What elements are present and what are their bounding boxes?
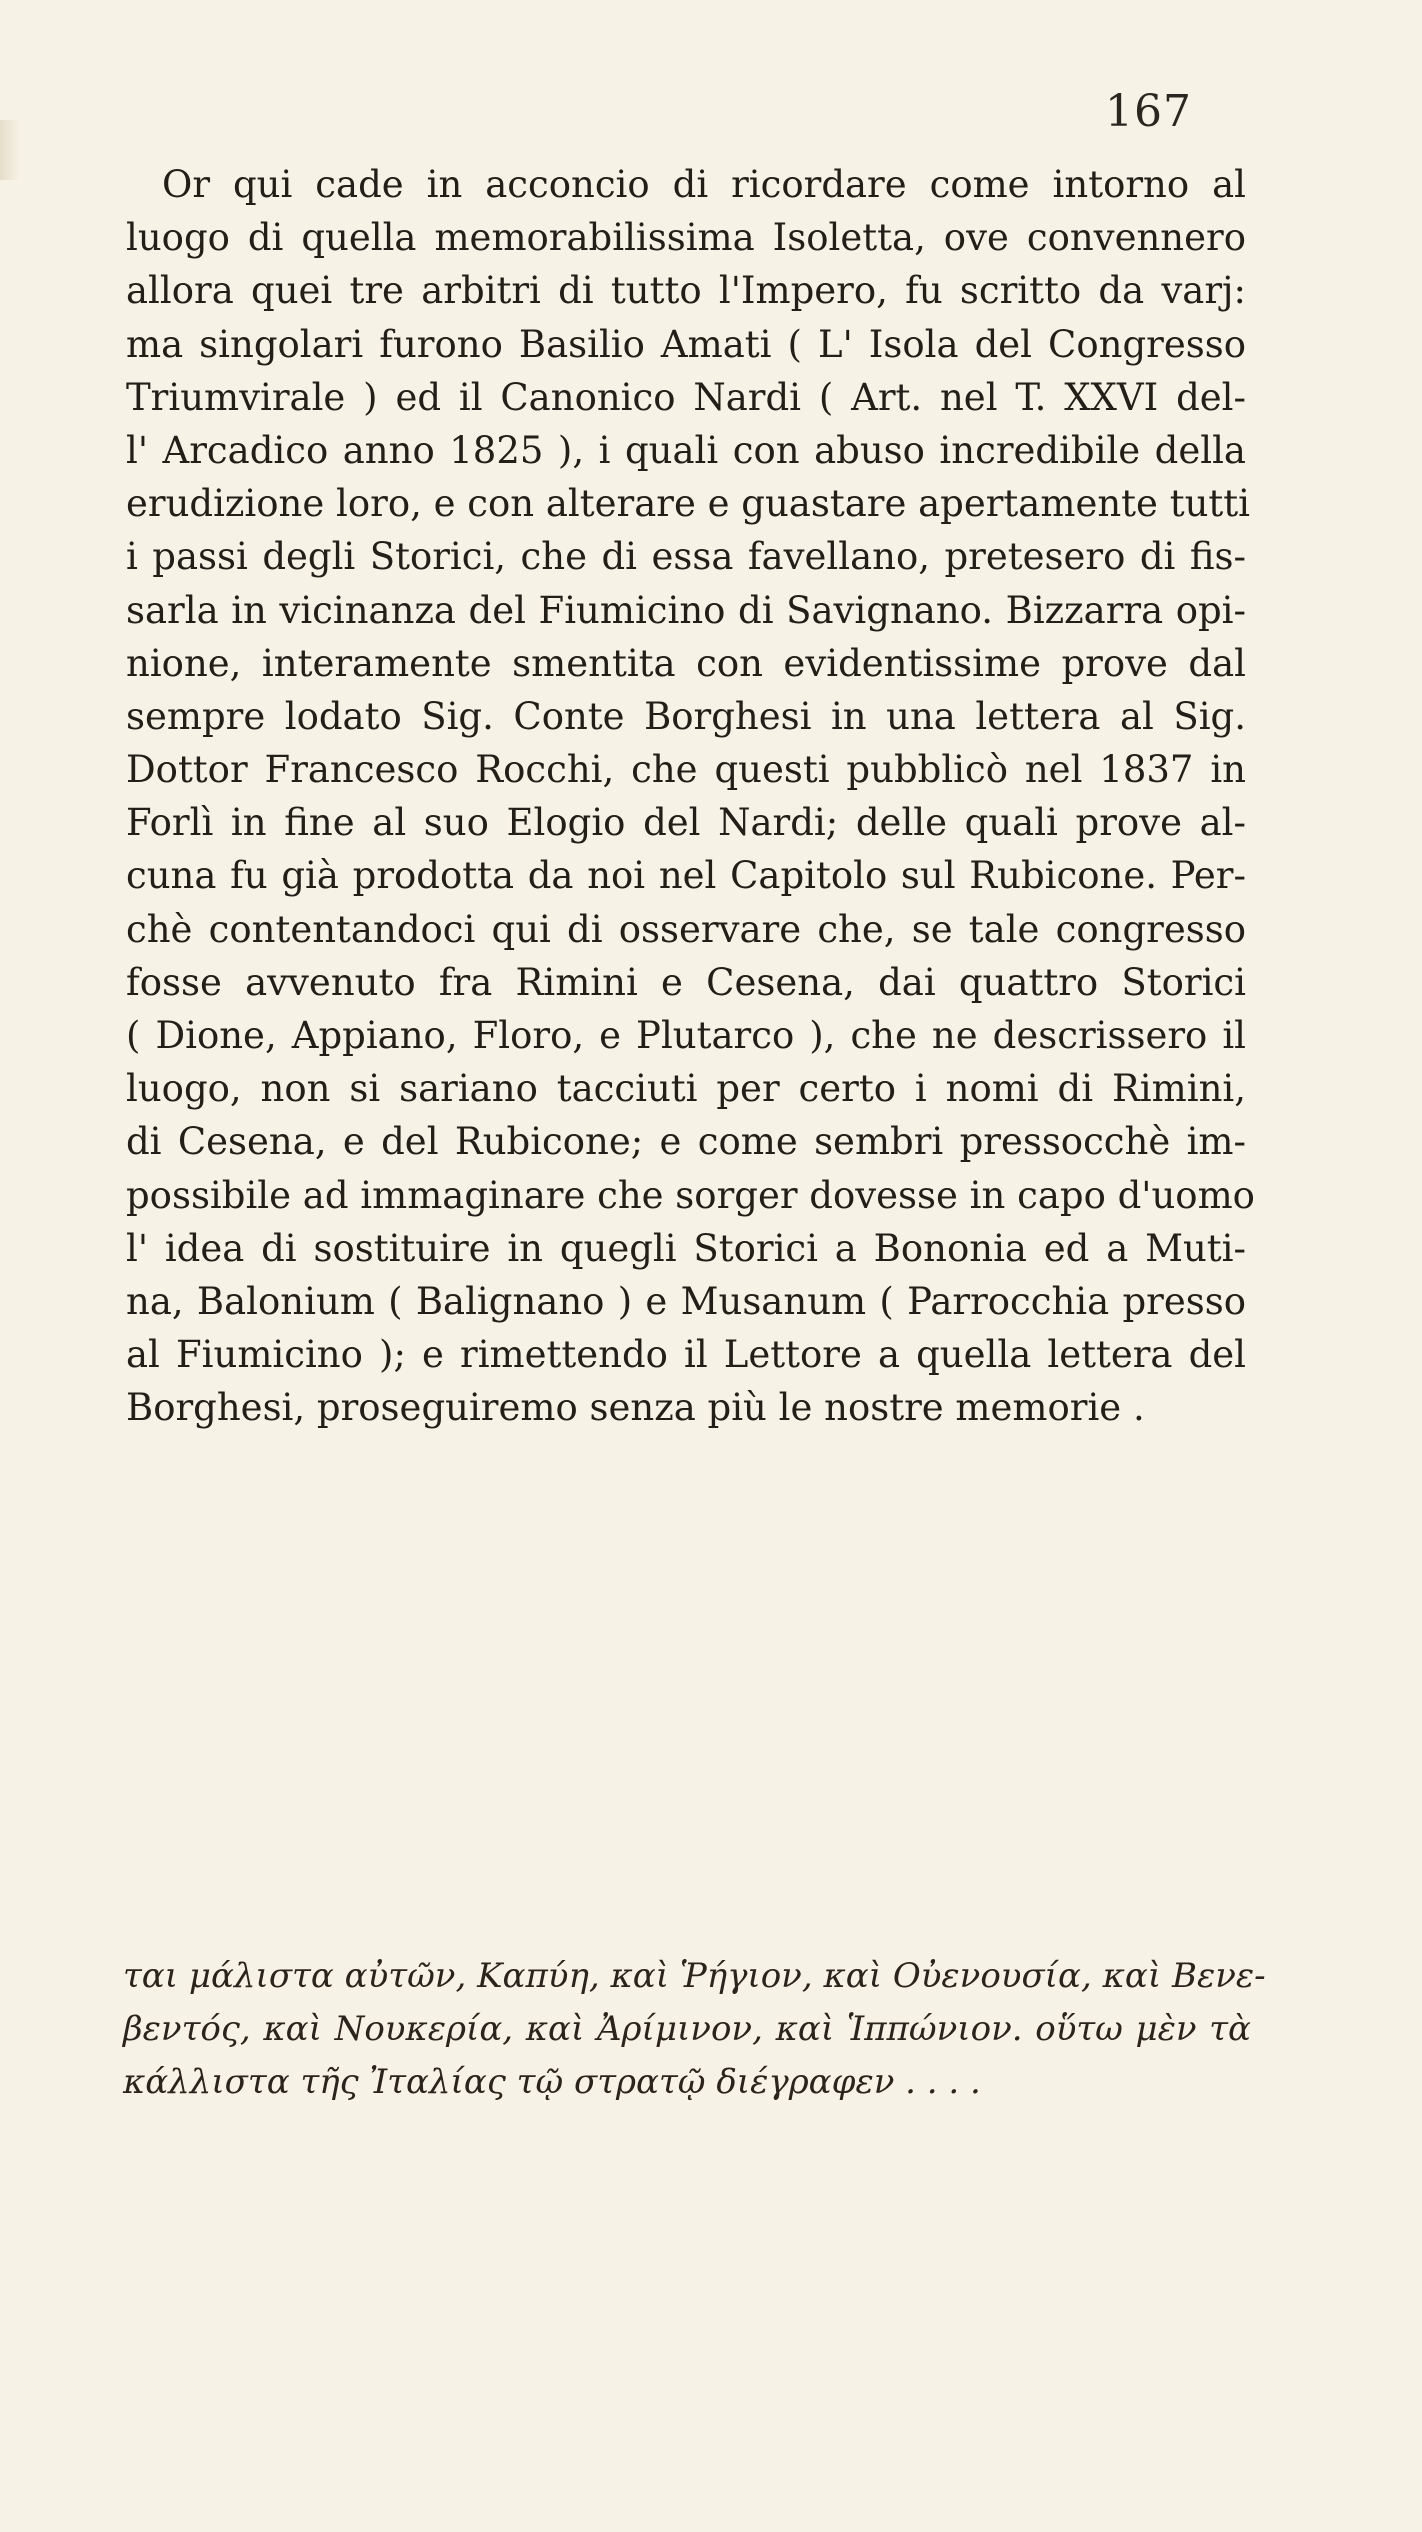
greek-footnote bbox=[123, 1950, 1266, 2109]
text-line: chè contentandoci qui di osservare che, se tale congresso bbox=[126, 907, 1246, 951]
text-line: ( Dione, Appiano, Floro, e Plutarco ), che ne descrissero il bbox=[126, 1014, 1246, 1057]
text-line: i passi degli Storici, che di essa favellano, pretesero di fis- bbox=[126, 535, 1246, 579]
page-number: 167 bbox=[1105, 86, 1192, 137]
text-line: ma singolari furono Basilio Amati ( L' Isola del Congresso bbox=[126, 322, 1246, 366]
text-line: Borghesi, proseguiremo senza più le nostre memorie . bbox=[126, 1386, 1145, 1430]
text-line: sempre lodato Sig. Conte Borghesi in una lettera al Sig. bbox=[126, 694, 1246, 738]
text-line: sarla in vicinanza del Fiumicino di Savignano. Bizzarra opi- bbox=[126, 588, 1246, 632]
text-line: l' idea di sostituire in quegli Storici a Bononia ed a Muti- bbox=[126, 1226, 1246, 1270]
text-line: Dottor Francesco Rocchi, che questi pubblicò nel 1837 in bbox=[126, 748, 1246, 792]
text-line: fosse avvenuto fra Rimini e Cesena, dai quattro Storici bbox=[126, 960, 1246, 1004]
text-line: allora quei tre arbitri di tutto l'Impero, fu scritto da varj: bbox=[126, 269, 1246, 313]
text-line: Or qui cade in acconcio di ricordare come intorno al bbox=[162, 163, 1246, 206]
text-line: luogo, non si sariano tacciuti per certo i nomi di Rimini, bbox=[126, 1067, 1246, 1111]
greek-line: κάλλιστα τῆς Ἰταλίας τῷ στρατῷ διέγραφεν . . . . bbox=[123, 2062, 981, 2102]
text-line: Triumvirale ) ed il Canonico Nardi ( Art. nel T. XXVI del- bbox=[126, 375, 1246, 419]
greek-line: ται μάλιστα αὐτῶν, Καπύη, καὶ Ῥήγιον, καὶ Οὐενουσία, καὶ Βενε- bbox=[123, 1956, 1266, 1996]
text-line: al Fiumicino ); e rimettendo il Lettore a quella lettera del bbox=[126, 1333, 1246, 1377]
text-line: nione, interamente smentita con evidentissime prove dal bbox=[126, 641, 1246, 685]
text-line: erudizione loro, e con alterare e guastare apertamente tutti bbox=[126, 482, 1250, 526]
text-line: Forlì in fine al suo Elogio del Nardi; delle quali prove al- bbox=[126, 801, 1246, 845]
text-line: possibile ad immaginare che sorger dovesse in capo d'uomo bbox=[126, 1173, 1255, 1217]
text-line: luogo di quella memorabilissima Isoletta, ove convennero bbox=[126, 216, 1246, 260]
text-line: l' Arcadico anno 1825 ), i quali con abuso incredibile della bbox=[126, 428, 1246, 472]
main-paragraph bbox=[126, 158, 1255, 1435]
page-edge-stain bbox=[0, 120, 20, 180]
text-line: na, Balonium ( Balignano ) e Musanum ( Parrocchia presso bbox=[126, 1279, 1246, 1323]
greek-line: βεντός, καὶ Νουκερία, καὶ Ἀρίμινον, καὶ Ἱππώνιον. οὕτω μὲν τὰ bbox=[123, 2009, 1251, 2049]
text-line: di Cesena, e del Rubicone; e come sembri pressocchè im- bbox=[126, 1120, 1246, 1164]
text-line: cuna fu già prodotta da noi nel Capitolo sul Rubicone. Per- bbox=[126, 854, 1246, 898]
